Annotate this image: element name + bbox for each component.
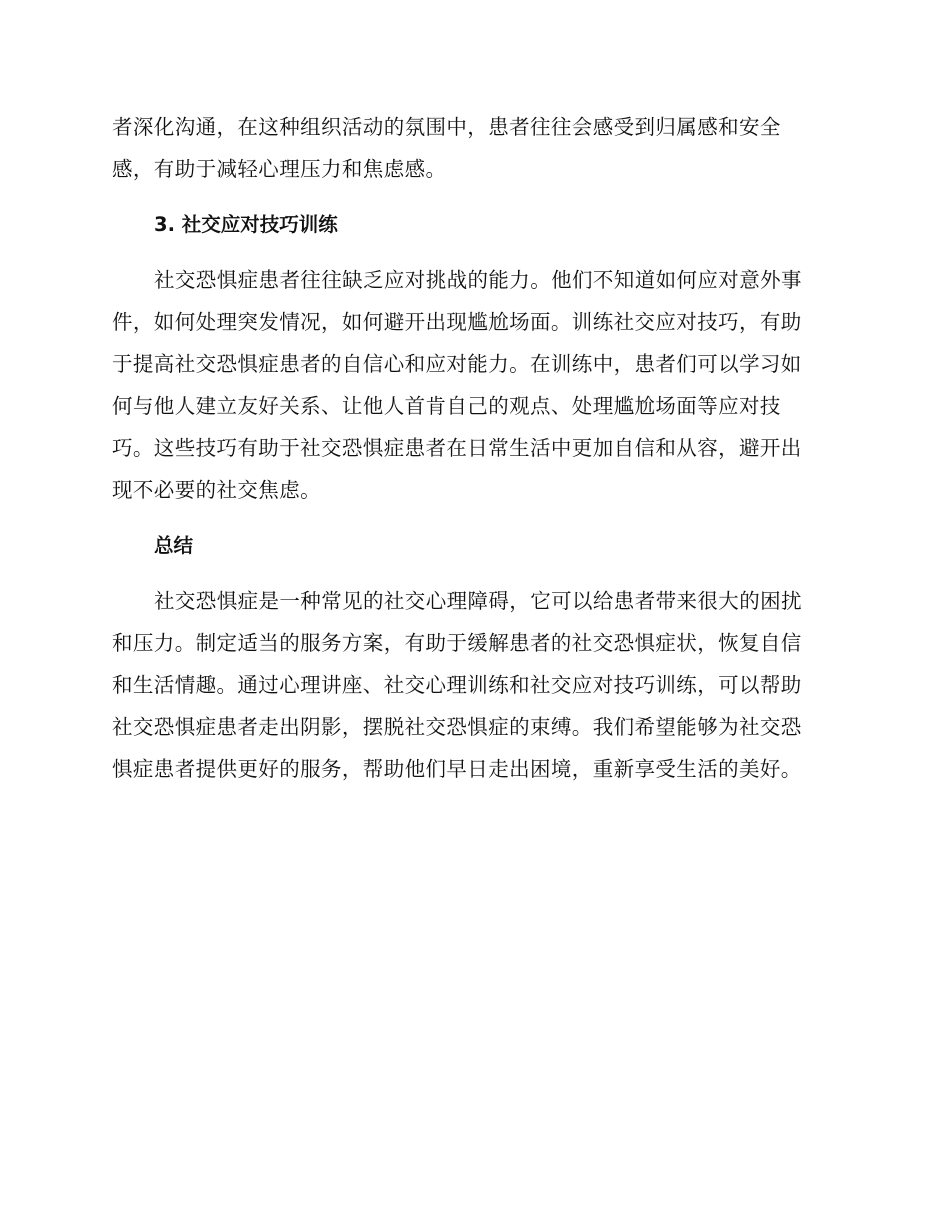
- paragraph-line: 巧。这些技巧有助于社交恐惧症患者在日常生活中更加自信和从容，避开出: [112, 436, 802, 460]
- paragraph-line: 感，有助于减轻心理压力和焦虑感。: [112, 157, 447, 181]
- intro-paragraph: [112, 106, 832, 190]
- section-heading-social-coping-skills: 3. 社交应对技巧训练: [154, 213, 338, 236]
- summary-paragraph: [112, 580, 832, 790]
- paragraph-line: 社交恐惧症患者往往缺乏应对挑战的能力。他们不知道如何应对意外事: [154, 268, 802, 292]
- paragraph-line: 和生活情趣。通过心理讲座、社交心理训练和社交应对技巧训练，可以帮助: [112, 673, 802, 697]
- section-heading-summary: 总结: [154, 534, 194, 557]
- paragraph-line: 社交恐惧症是一种常见的社交心理障碍，它可以给患者带来很大的困扰: [154, 589, 802, 613]
- paragraph-line: 社交恐惧症患者走出阴影，摆脱社交恐惧症的束缚。我们希望能够为社交恐: [112, 715, 802, 739]
- paragraph-line: 于提高社交恐惧症患者的自信心和应对能力。在训练中，患者们可以学习如: [112, 352, 802, 376]
- paragraph-line: 者深化沟通，在这种组织活动的氛围中，患者往往会感受到归属感和安全: [112, 115, 781, 139]
- paragraph-line: 和压力。制定适当的服务方案，有助于缓解患者的社交恐惧症状，恢复自信: [112, 631, 802, 655]
- paragraph-line: 现不必要的社交焦虑。: [112, 478, 321, 502]
- paragraph-line: 惧症患者提供更好的服务，帮助他们早日走出困境，重新享受生活的美好。: [112, 757, 802, 781]
- paragraph-line: 件，如何处理突发情况，如何避开出现尴尬场面。训练社交应对技巧，有助: [112, 310, 802, 334]
- section3-paragraph: [112, 259, 832, 511]
- document-page: [112, 106, 832, 790]
- paragraph-line: 何与他人建立友好关系、让他人首肯自己的观点、处理尴尬场面等应对技: [112, 394, 781, 418]
